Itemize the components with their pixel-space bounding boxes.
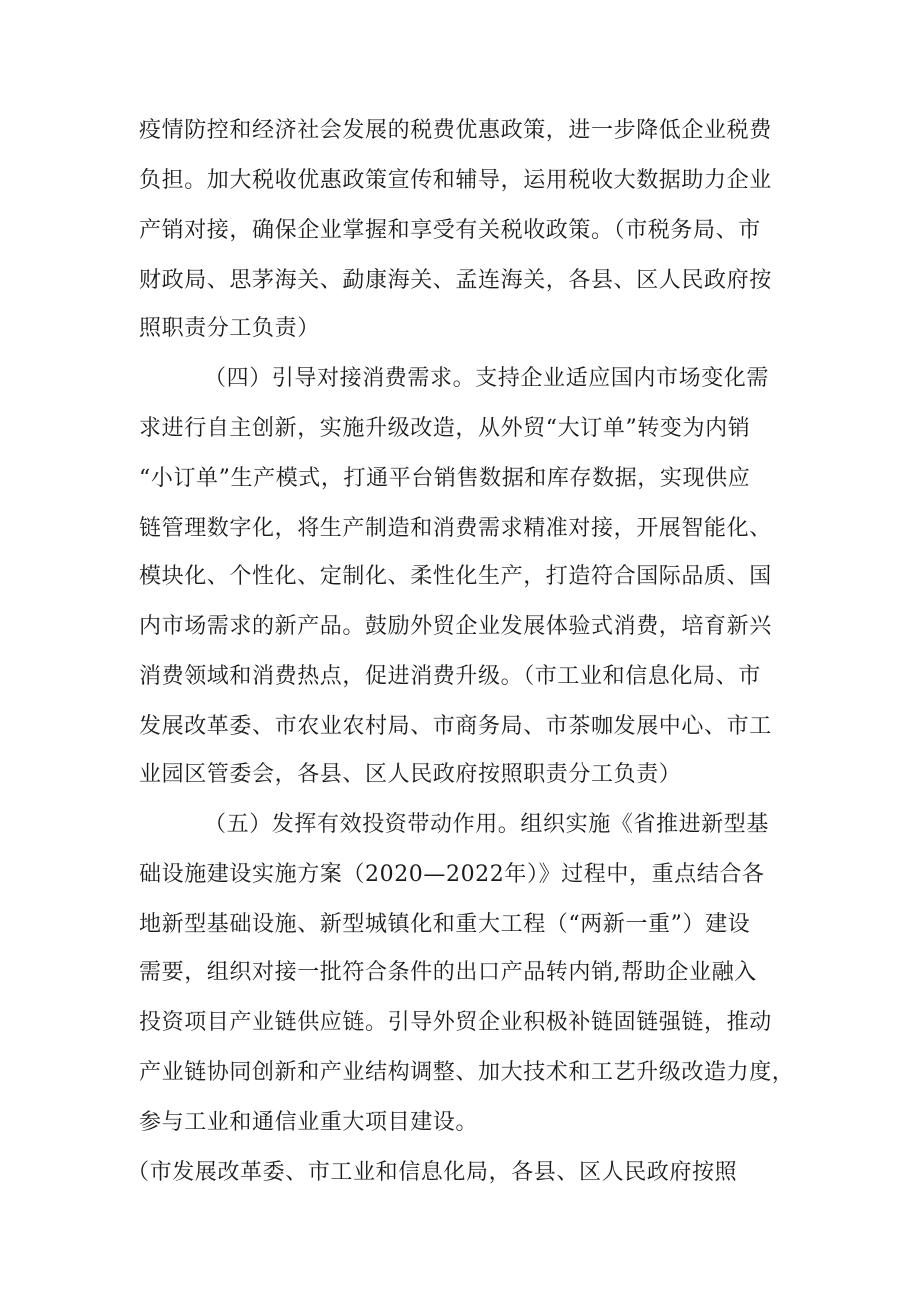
text-line: 发展改革委、市农业农村局、市商务局、市茶咖发展中心、市工 xyxy=(139,714,772,739)
text-line: 业园区管委会，各县、区人民政府按照职责分工负责） xyxy=(139,762,682,787)
text-line: “小订单”生产模式，打通平台销售数据和库存数据，实现供应 xyxy=(139,466,751,491)
text-line: 求进行自主创新，实施升级改造，从外贸“大订单”转变为内销 xyxy=(139,416,751,441)
text-line: 地新型基础设施、新型城镇化和重大工程（“两新一重”）建设 xyxy=(139,912,751,937)
paragraph-heading-5: （五）发挥有效投资带动作用。组织实施《省推进新型基 xyxy=(204,812,770,837)
text-line: 财政局、思茅海关、勐康海关、孟连海关，各县、区人民政府按 xyxy=(139,268,772,293)
paragraph-heading-4: （四）引导对接消费需求。支持企业适应国内市场变化需 xyxy=(204,366,770,391)
text-line: 链管理数字化，将生产制造和消费需求精准对接，开展智能化、 xyxy=(139,516,772,541)
text-line: （市发展改革委、市工业和信息化局，各县、区人民政府按照 xyxy=(127,1160,738,1185)
text-line: 消费领域和消费热点，促进消费升级。（市工业和信息化局、市 xyxy=(139,664,761,689)
text-line: 负担。加大税收优惠政策宣传和辅导，运用税收大数据助力企业 xyxy=(139,168,772,193)
text-line: 疫情防控和经济社会发展的税费优惠政策，进一步降低企业税费 xyxy=(139,118,772,143)
text-line: 产销对接，确保企业掌握和享受有关税收政策。（市税务局、市 xyxy=(139,218,761,243)
text-line: 内市场需求的新产品。鼓励外贸企业发展体验式消费，培育新兴 xyxy=(139,614,772,639)
text-line: 础设施建设实施方案（2020—2022年）》过程中，重点结合各 xyxy=(139,862,765,887)
text-line: 模块化、个性化、定制化、柔性化生产，打造符合国际品质、国 xyxy=(139,564,772,589)
text-line: 照职责分工负责） xyxy=(139,316,320,341)
text-line: 投资项目产业链供应链。引导外贸企业积极补链固链强链，推动 xyxy=(139,1010,772,1035)
text-line: 产业链协同创新和产业结构调整、加大技术和工艺升级改造力度， xyxy=(139,1060,795,1085)
text-line: 参与工业和通信业重大项目建设。 xyxy=(139,1110,479,1135)
text-line: 需要，组织对接一批符合条件的出口产品转内销,帮助企业融入 xyxy=(139,960,757,985)
